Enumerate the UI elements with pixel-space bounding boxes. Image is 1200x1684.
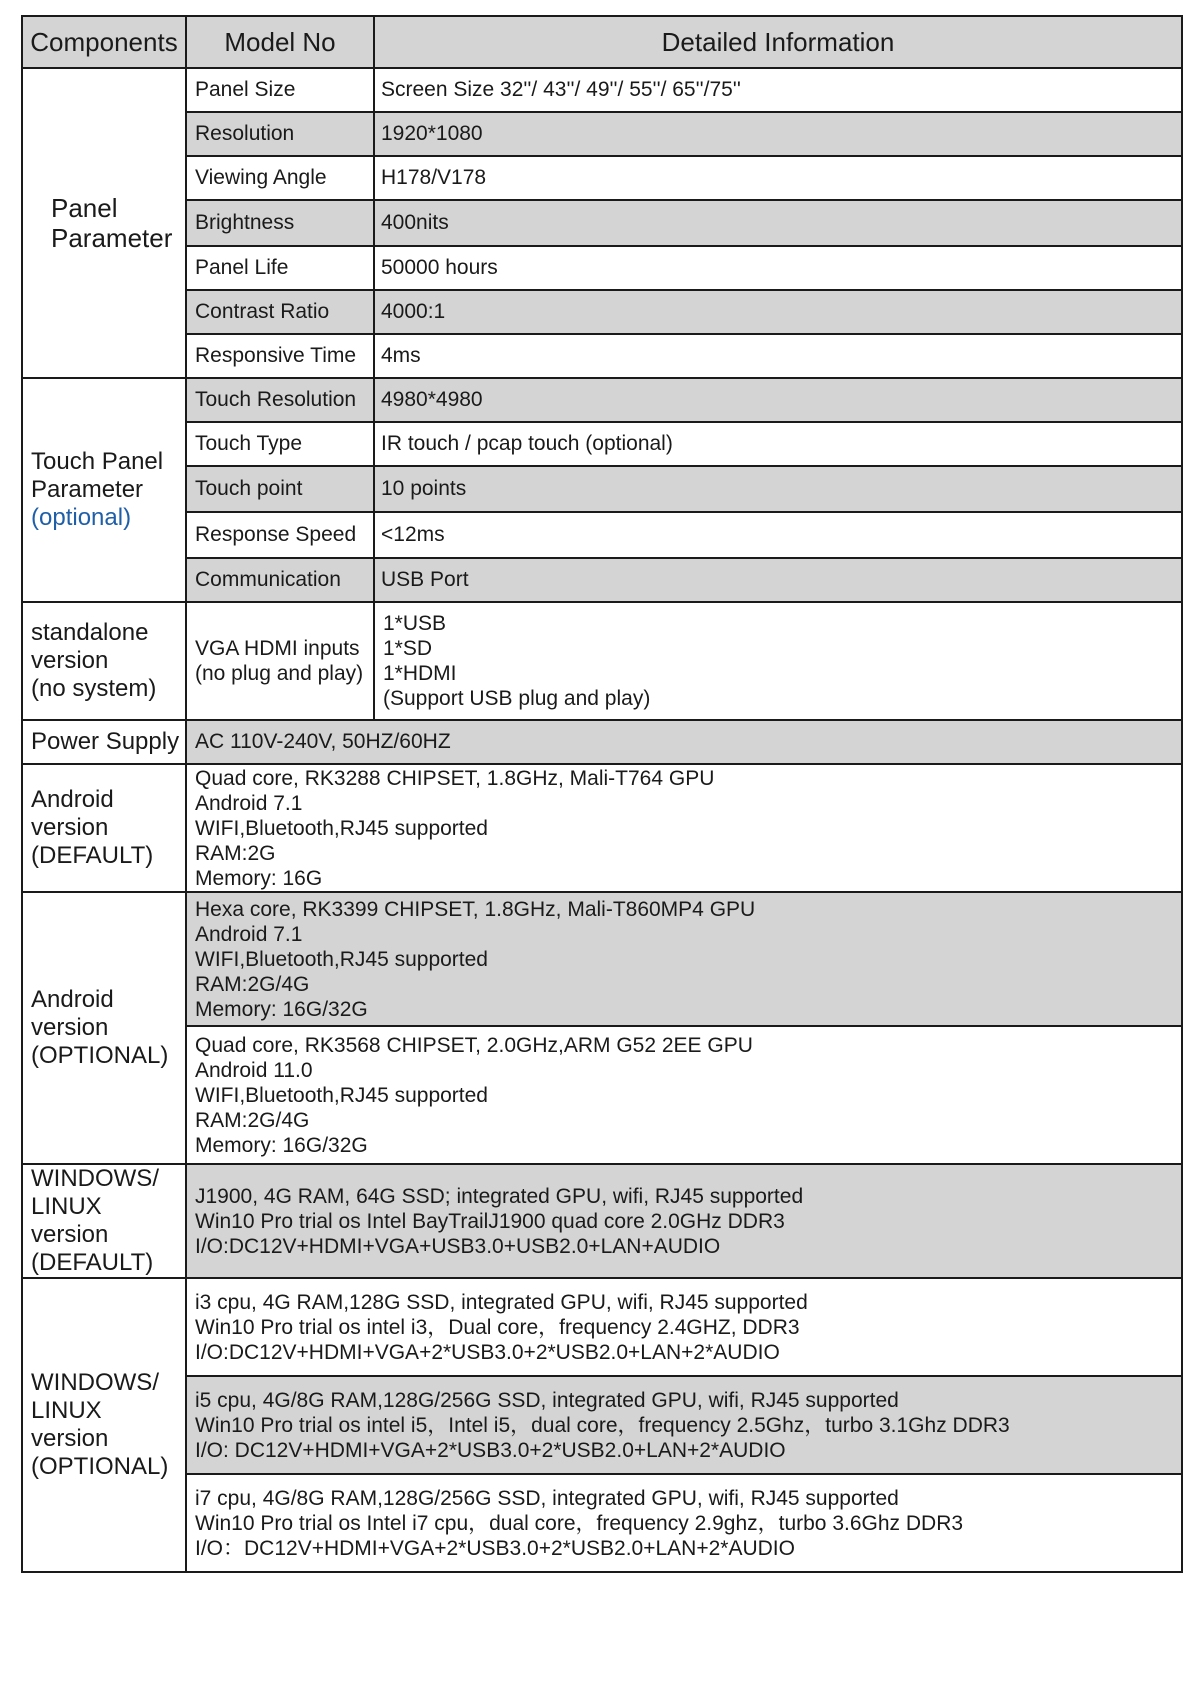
panel-parameter-label: Panel Parameter: [22, 68, 186, 378]
table-row: [22, 602, 1182, 720]
table-row: [22, 422, 1182, 466]
model-cell: Touch Type: [186, 422, 374, 466]
info-cell: Quad core, RK3288 CHIPSET, 1.8GHz, Mali-T764 GPU Android 7.1 WIFI,Bluetooth,RJ45 supported RAM:2G Memory: 16G: [186, 764, 1182, 892]
windows-default-label: WINDOWS/ LINUX version (DEFAULT): [22, 1164, 186, 1278]
info-cell: i5 cpu, 4G/8G RAM,128G/256G SSD, integrated GPU, wifi, RJ45 supported Win10 Pro trial os intel i5，Intel i5，dual core，frequency 2.5Ghz，turbo 3.1Ghz DDR3 I/O: DC12V+HDMI+VGA+2*USB3.0+2*USB2.0+LAN+2*AUDIO: [186, 1376, 1182, 1474]
info-cell: H178/V178: [374, 156, 1182, 200]
info-cell: 1*USB 1*SD 1*HDMI (Support USB plug and play): [374, 602, 1182, 720]
table-row: [22, 1474, 1182, 1572]
info-cell: i3 cpu, 4G RAM,128G SSD, integrated GPU, wifi, RJ45 supported Win10 Pro trial os intel i3，Dual core，frequency 2.4GHZ, DDR3 I/O:DC12V+HDMI+VGA+2*USB3.0+2*USB2.0+LAN+2*AUDIO: [186, 1278, 1182, 1376]
android-optional-label: Android version (OPTIONAL): [22, 892, 186, 1164]
model-cell: Responsive Time: [186, 334, 374, 378]
model-cell: Response Speed: [186, 512, 374, 558]
info-cell: AC 110V-240V, 50HZ/60HZ: [186, 720, 1182, 764]
spec-table: [21, 15, 1183, 1573]
windows-optional-label: WINDOWS/ LINUX version (OPTIONAL): [22, 1278, 186, 1572]
header-row: [22, 16, 1182, 68]
optional-note: (optional): [31, 504, 132, 531]
info-cell: 4ms: [374, 334, 1182, 378]
table-row: [22, 512, 1182, 558]
table-row: [22, 558, 1182, 602]
android-default-label: Android version (DEFAULT): [22, 764, 186, 892]
model-cell: Resolution: [186, 112, 374, 156]
info-cell: 10 points: [374, 466, 1182, 512]
model-cell: Panel Life: [186, 246, 374, 290]
table-row: [22, 68, 1182, 112]
header-detailed-information: Detailed Information: [374, 16, 1182, 68]
model-cell: Viewing Angle: [186, 156, 374, 200]
info-cell: 50000 hours: [374, 246, 1182, 290]
table-row: [22, 466, 1182, 512]
table-row: [22, 290, 1182, 334]
info-cell: 400nits: [374, 200, 1182, 246]
table-row: [22, 764, 1182, 892]
model-cell: Panel Size: [186, 68, 374, 112]
info-cell: 1920*1080: [374, 112, 1182, 156]
info-cell: <12ms: [374, 512, 1182, 558]
table-row: [22, 1164, 1182, 1278]
info-cell: Hexa core, RK3399 CHIPSET, 1.8GHz, Mali-T860MP4 GPU Android 7.1 WIFI,Bluetooth,RJ45 supported RAM:2G/4G Memory: 16G/32G: [186, 892, 1182, 1026]
table-row: [22, 378, 1182, 422]
info-cell: 4980*4980: [374, 378, 1182, 422]
table-row: [22, 112, 1182, 156]
table-row: [22, 246, 1182, 290]
model-cell: Communication: [186, 558, 374, 602]
table-row: [22, 156, 1182, 200]
info-cell: IR touch / pcap touch (optional): [374, 422, 1182, 466]
touch-panel-parameter-label: Touch Panel Parameter (optional): [22, 378, 186, 602]
table-row: [22, 334, 1182, 378]
power-supply-label: Power Supply: [22, 720, 186, 764]
table-row: [22, 1376, 1182, 1474]
model-cell: Touch Resolution: [186, 378, 374, 422]
table-row: [22, 892, 1182, 1026]
model-cell: Brightness: [186, 200, 374, 246]
info-cell: Quad core, RK3568 CHIPSET, 2.0GHz,ARM G52 2EE GPU Android 11.0 WIFI,Bluetooth,RJ45 supported RAM:2G/4G Memory: 16G/32G: [186, 1026, 1182, 1164]
table-row: [22, 1278, 1182, 1376]
standalone-version-label: standalone version (no system): [22, 602, 186, 720]
model-cell: VGA HDMI inputs (no plug and play): [186, 602, 374, 720]
header-components: Components: [22, 16, 186, 68]
info-cell: USB Port: [374, 558, 1182, 602]
info-cell: J1900, 4G RAM, 64G SSD; integrated GPU, wifi, RJ45 supported Win10 Pro trial os Intel BayTrailJ1900 quad core 2.0GHz DDR3 I/O:DC12V+HDMI+VGA+USB3.0+USB2.0+LAN+AUDIO: [186, 1164, 1182, 1278]
info-cell: Screen Size 32''/ 43''/ 49''/ 55''/ 65''/75'': [374, 68, 1182, 112]
header-model-no: Model No: [186, 16, 374, 68]
info-cell: 4000:1: [374, 290, 1182, 334]
model-cell: Touch point: [186, 466, 374, 512]
table-row: [22, 200, 1182, 246]
table-row: [22, 720, 1182, 764]
table-row: [22, 1026, 1182, 1164]
model-cell: Contrast Ratio: [186, 290, 374, 334]
info-cell: i7 cpu, 4G/8G RAM,128G/256G SSD, integrated GPU, wifi, RJ45 supported Win10 Pro trial os Intel i7 cpu，dual core，frequency 2.9ghz，turbo 3.6Ghz DDR3 I/O：DC12V+HDMI+VGA+2*USB3.0+2*USB2.0+LAN+2*AUDIO: [186, 1474, 1182, 1572]
